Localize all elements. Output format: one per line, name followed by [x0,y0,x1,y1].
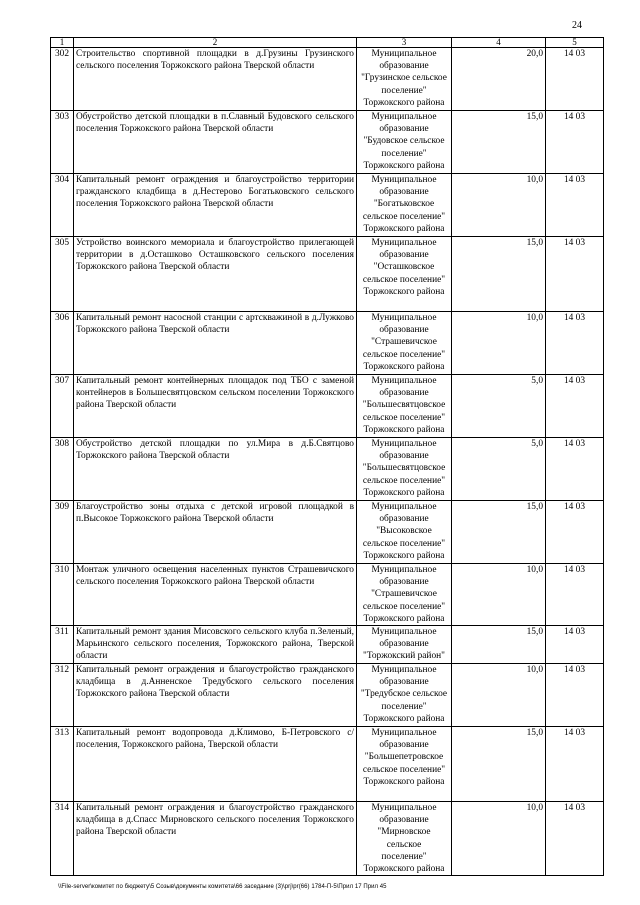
row-description: Обустройство детской площадки по ул.Мира в д.Б.Святцово Торжокского района Тверской области [74,438,357,501]
row-amount: 10,0 [452,174,546,237]
row-description: Устройство воинского мемориала и благоустройство прилегающей территории в д.Осташково Осташковского сельского поселения Торжокского района Тверской области [74,237,357,312]
table-row [51,564,604,626]
row-description: Благоустройство зоны отдыха с детской игровой площадкой в п.Высокое Торжокского района Тверской области [74,501,357,564]
recipient-line: образование [379,815,429,826]
recipient-line: "Тредубское сельское [360,689,448,700]
recipient-line: сельское поселение" [362,211,446,222]
recipient-line: Торжокского района [363,713,445,724]
recipient-line: сельское поселение" [362,601,446,612]
row-number: 308 [51,438,74,501]
row-code: 14 03 [546,438,604,501]
row-recipient [357,312,452,375]
row-description: Капитальный ремонт ограждения и благоустройство гражданского кладбища в д.Спасс Мирновского сельского поселения Торжокского района Тверской области [74,802,357,876]
table-row [51,111,604,174]
table-row [51,501,604,564]
recipient-line: "Мирновское сельское [377,827,431,850]
table-row [51,174,604,237]
recipient-line: образование [379,61,429,72]
row-code: 14 03 [546,375,604,438]
row-amount: 15,0 [452,111,546,174]
row-number: 310 [51,564,74,626]
row-recipient [357,664,452,727]
row-recipient [357,727,452,802]
recipient-line: сельское поселение" [362,349,446,360]
row-number: 311 [51,626,74,664]
row-code: 14 03 [546,237,604,312]
row-recipient [357,174,452,237]
row-code: 14 03 [546,727,604,802]
row-number: 314 [51,802,74,876]
table-row [51,802,604,876]
row-amount: 10,0 [452,312,546,375]
recipient-line: Муниципальное [371,565,437,575]
recipient-line: поселение" [381,148,427,159]
recipient-line: образование [379,514,429,525]
row-recipient [357,237,452,312]
recipient-line: "Осташковское [373,262,435,273]
table-row [51,237,604,312]
recipient-line: Торжокского района [363,613,445,624]
recipient-line: Торжокского района [363,424,445,435]
recipient-line: образование [379,388,429,399]
row-amount: 10,0 [452,564,546,626]
table-row [51,438,604,501]
row-amount: 10,0 [452,664,546,727]
recipient-line: Торжокского района [363,223,445,234]
row-code: 14 03 [546,564,604,626]
recipient-line: Торжокского района [363,487,445,498]
header-col-4: 4 [452,38,546,48]
recipient-line: образование [379,250,429,261]
recipient-line: "Страшевичское [371,589,437,600]
row-amount: 15,0 [452,237,546,312]
recipient-line: Торжокского района [363,776,445,787]
row-description: Капитальный ремонт водопровода д.Климово, Б-Петровского с/поселения, Торжокского района, Тверской области [74,727,357,802]
header-col-2: 2 [74,38,357,48]
row-recipient [357,564,452,626]
row-number: 302 [51,48,74,111]
recipient-line: "Торжокский район" [363,651,445,662]
row-recipient [357,626,452,664]
recipient-line: Муниципальное [371,728,437,739]
row-description: Монтаж уличного освещения населенных пунктов Страшевичского сельского поселения Торжокского района Тверской области [74,564,357,626]
recipient-line: "Будовское сельское [363,136,445,147]
table-row [51,312,604,375]
recipient-line: поселение" [381,701,427,712]
recipient-line: образование [379,451,429,462]
row-description: Строительство спортивной площадки в д.Грузины Грузинского сельского поселения Торжокского района Тверской области [74,48,357,111]
row-recipient [357,375,452,438]
row-code: 14 03 [546,174,604,237]
table-row [51,626,604,664]
recipient-line: Муниципальное [371,238,437,248]
recipient-line: Торжокского района [363,864,445,875]
row-code: 14 03 [546,626,604,664]
header-col-1: 1 [51,38,74,48]
row-number: 304 [51,174,74,237]
row-code: 14 03 [546,111,604,174]
recipient-line: "Высоковское [376,526,432,537]
row-description: Капитальный ремонт здания Мисовского сельского клуба п.Зеленый, Марьинского сельского поселения, Торжокского района, Тверской области [74,626,357,664]
row-amount: 20,0 [452,48,546,111]
row-number: 313 [51,727,74,802]
file-path-footer: \\File-server\комитет по бюджету\5 Созыв\документы комитета\66 заседание (3)\prj\pr(66) 1784-П-5\Прил 17 Прил 45 [58,884,387,890]
recipient-line: Муниципальное [371,439,437,449]
row-amount: 15,0 [452,727,546,802]
recipient-line: "Грузинское сельское [361,73,447,84]
recipient-line: Торжокского района [363,361,445,372]
row-description: Капитальный ремонт ограждения и благоустройство гражданского кладбища в д.Анненское Тредубского сельского поселения Торжокского района Тверской области [74,664,357,727]
row-number: 303 [51,111,74,174]
row-recipient [357,438,452,501]
header-col-5: 5 [546,38,604,48]
recipient-line: "Богатьковское [373,199,435,210]
recipient-line: Муниципальное [371,313,437,323]
row-amount: 15,0 [452,501,546,564]
recipient-line: образование [379,677,429,688]
recipient-line: "Большесвятцовское [362,463,446,474]
recipient-line: сельское поселение" [362,764,446,775]
row-amount: 5,0 [452,438,546,501]
table-row [51,727,604,802]
recipient-line: Муниципальное [371,175,437,185]
recipient-line: сельское поселение" [362,412,446,423]
page-number: 24 [572,20,582,31]
table-row [51,375,604,438]
row-description: Обустройство детской площадки в п.Славный Будовского сельского поселения Торжокского района Тверской области [74,111,357,174]
recipient-line: образование [379,124,429,135]
row-number: 307 [51,375,74,438]
recipient-line: Муниципальное [371,502,437,512]
recipient-line: Муниципальное [371,627,437,638]
recipient-line: "Большепетровское [364,752,444,763]
row-recipient [357,111,452,174]
row-recipient [357,802,452,876]
recipient-line: сельское поселение" [362,274,446,285]
recipient-line: образование [379,577,429,588]
recipient-line: Торжокского района [363,97,445,108]
recipient-line: Торжокского района [363,160,445,171]
table-header-row [51,38,604,48]
recipient-line: "Страшевичское [371,337,437,348]
row-amount: 15,0 [452,626,546,664]
row-code: 14 03 [546,48,604,111]
recipient-line: Муниципальное [371,112,437,122]
recipient-line: Муниципальное [371,49,437,59]
recipient-line: "Большесвятцовское [362,400,446,411]
row-number: 306 [51,312,74,375]
row-code: 14 03 [546,312,604,375]
row-recipient [357,501,452,564]
recipient-line: Торжокского района [363,286,445,297]
recipient-line: сельское поселение" [362,475,446,486]
recipient-line: поселение" [381,851,427,862]
appropriations-table [50,37,604,876]
row-number: 309 [51,501,74,564]
recipient-line: Муниципальное [371,803,437,814]
row-recipient [357,48,452,111]
recipient-line: образование [379,639,429,650]
row-description: Капитальный ремонт насосной станции с артскважиной в д.Лужково Торжокского района Тверской области [74,312,357,375]
row-code: 14 03 [546,501,604,564]
recipient-line: сельское поселение" [362,538,446,549]
recipient-line: Торжокского района [363,550,445,561]
recipient-line: образование [379,187,429,198]
recipient-line: поселение" [381,85,427,96]
recipient-line: Муниципальное [371,376,437,386]
row-description: Капитальный ремонт контейнерных площадок под ТБО с заменой контейнеров в Большесвятцовском сельском поселении Торжокского района Тверской области [74,375,357,438]
recipient-line: образование [379,740,429,751]
row-number: 305 [51,237,74,312]
row-amount: 10,0 [452,802,546,876]
row-amount: 5,0 [452,375,546,438]
table-row [51,48,604,111]
row-description: Капитальный ремонт ограждения и благоустройство территории гражданского кладбища в д.Нестерово Богатьковского сельского поселения Торжокского района Тверской области [74,174,357,237]
header-col-3: 3 [357,38,452,48]
row-code: 14 03 [546,802,604,876]
table-row [51,664,604,727]
row-number: 312 [51,664,74,727]
row-code: 14 03 [546,664,604,727]
recipient-line: образование [379,325,429,336]
recipient-line: Муниципальное [371,665,437,676]
